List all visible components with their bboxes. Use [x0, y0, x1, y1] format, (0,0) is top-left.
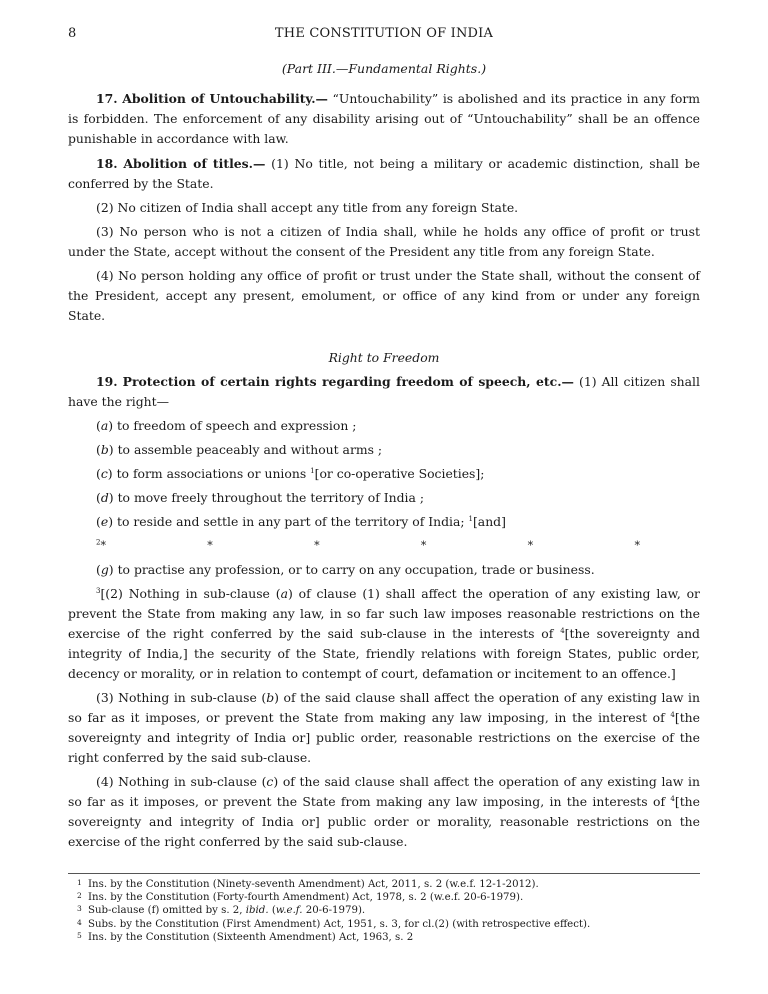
article-18-c1-text: (1) No title, not being a military or academic distinction, shall be conferred by the State. [68, 156, 700, 191]
footnote-number: 3 [77, 904, 82, 914]
article-19-number: 19. [96, 374, 118, 389]
footnote-ref: 1 [310, 466, 315, 475]
article-18-clause-2: (2) No citizen of India shall accept any title from any foreign State. [96, 200, 519, 215]
article-17 [68, 89, 700, 149]
article-19-intro: (1) All citizen shall have the right— [68, 374, 700, 409]
footnote-text: Ins. by the Constitution (Ninety-seventh Amendment) Act, 2011, s. 2 (w.e.f. 12-1-2012). [88, 879, 539, 890]
subclause-e-label: e [100, 514, 109, 529]
footnote [68, 931, 700, 944]
subclause-b: (b) to assemble peaceably and without arms ; [96, 442, 383, 457]
subclause-c: (c) to form associations or unions $^1$[or co-operative Societies]; [96, 466, 485, 481]
footnote-text: Sub-clause (f) omitted by s. 2, ibid. (w.e.f. 20-6-1979). [88, 905, 366, 917]
subclause-d: (d) to move freely throughout the territory of India ; [96, 490, 424, 505]
article-19-clause-3: (3) Nothing in sub-clause (b) of the said clause shall affect the operation of any existing law in so far as it imposes, or prevent the State from making any law imposing, in the interest of $^4$[the sovereignty and integrity of India or] public order, reasonable restrictions on the exercise of the right conferred by the said sub-clause. [68, 690, 700, 765]
article-17-number: 17. [96, 91, 118, 106]
article-19-clause-1 [68, 372, 700, 412]
footnote-ref: 2 [96, 538, 101, 547]
footnote-ref: 4 [670, 794, 675, 803]
omission-stars [96, 536, 640, 556]
omission-star: * [527, 539, 534, 552]
omission-star: * [634, 539, 640, 552]
subclause-d-label: d [100, 490, 109, 505]
footnote [68, 878, 700, 891]
footnote-number: 1 [77, 878, 82, 887]
subclause-a-label: a [100, 418, 109, 433]
part-subtitle: (Part III.—Fundamental Rights.) [281, 61, 487, 76]
footnote [68, 904, 700, 917]
subclause-c-text: to form associations or unions [112, 466, 311, 481]
article-19-title: Protection of certain rights regarding freedom of speech, etc.— [122, 374, 574, 389]
omission-star: $^2$* [96, 538, 106, 552]
footnote-number: 4 [77, 917, 82, 927]
omission-star: * [207, 539, 213, 552]
page-header [68, 26, 700, 46]
article-18-number: 18. [96, 156, 118, 171]
subclause-a-text: to freedom of speech and expression ; [113, 418, 357, 433]
footnote-text: Subs. by the Constitution (First Amendment) Act, 1951, s. 3, for cl.(2) (with retrospective effect). [88, 918, 591, 930]
subclause-e: (e) to reside and settle in any part of the territory of India; $^1$[and] [96, 514, 506, 529]
subclause-c-label: c [100, 466, 108, 481]
footnote-number: 5 [77, 930, 82, 940]
footnote-divider [68, 873, 700, 874]
subclause-e-tail: [and] [472, 514, 506, 529]
subclause-e-text: to reside and settle in any part of the territory of India; [113, 514, 469, 529]
article-18-clause-1 [68, 154, 700, 194]
subclause-c-tail: [or co-operative Societies]; [314, 466, 485, 481]
article-18-title: Abolition of titles.— [123, 156, 266, 171]
running-title: THE CONSTITUTION OF INDIA [274, 26, 494, 41]
omission-star: * [314, 539, 320, 552]
footnote-text: Ins. by the Constitution (Sixteenth Amendment) Act, 1963, s. 2 [88, 931, 414, 943]
article-17-title: Abolition of Untouchability.— [122, 91, 328, 106]
footnote-number: 2 [77, 891, 82, 901]
section-heading: Right to Freedom [328, 350, 440, 365]
footnote-ref: 4 [670, 710, 675, 719]
article-19-clause-4: (4) Nothing in sub-clause (c) of the said clause shall affect the operation of any existing law in so far as it imposes, or prevent the State from making any law imposing, in the interests of $^4$[the sovereignty and integrity of India or] public order or morality, reasonable restrictions on the exercise of the right conferred by the said sub-clause. [68, 774, 700, 849]
article-19-clause-2: $^3$[(2) Nothing in sub-clause (a) of clause (1) shall affect the operation of any existing law, or prevent the State from making any law, in so far such law imposes reasonable restrictions on the exercise of the right conferred by the said sub-clause in the interests of $^4$[the sovereignty and integrity of India,] the security of the State, friendly relations with foreign States, public order, decency or morality, or in relation to contempt of court, defamation or incitement to an offence.] [68, 586, 700, 681]
subclause-b-label: b [100, 442, 109, 457]
article-17-text: “Untouchability” is abolished and its practice in any form is forbidden. The enforcement of any disability arising out of “Untouchability” shall be an offence punishable in accordance with law. [68, 91, 700, 146]
footnote [68, 918, 700, 931]
footnote [68, 891, 700, 904]
footnote-ref: 3 [96, 586, 101, 595]
subclause-a: (a) to freedom of speech and expression ; [96, 418, 357, 433]
footnote-ref: 4 [560, 626, 565, 635]
document-body [68, 89, 700, 856]
omission-star: * [420, 539, 427, 552]
article-18-clause-4: (4) No person holding any office of profit or trust under the State shall, without the consent of the President, accept any present, emolument, or office of any kind from or under any foreign State. [68, 268, 700, 323]
article-18-clause-3: (3) No person who is not a citizen of India shall, while he holds any office of profit or trust under the State, accept without the consent of the President any title from any foreign State. [68, 224, 700, 259]
footnote-text: Ins. by the Constitution (Forty-fourth Amendment) Act, 1978, s. 2 (w.e.f. 20-6-1979). [88, 892, 524, 904]
subclause-b-text: to assemble peaceably and without arms ; [113, 442, 383, 457]
subclause-d-text: to move freely throughout the territory of India ; [113, 490, 424, 505]
subclause-g: (g) to practise any profession, or to carry on any occupation, trade or business. [96, 562, 595, 577]
subclause-g-label: g [100, 562, 109, 577]
footnote-ref: 1 [468, 514, 473, 523]
subclause-g-text: to practise any profession, or to carry on any occupation, trade or business. [113, 562, 595, 577]
footnotes [68, 878, 700, 944]
page-number: 8 [68, 26, 77, 41]
